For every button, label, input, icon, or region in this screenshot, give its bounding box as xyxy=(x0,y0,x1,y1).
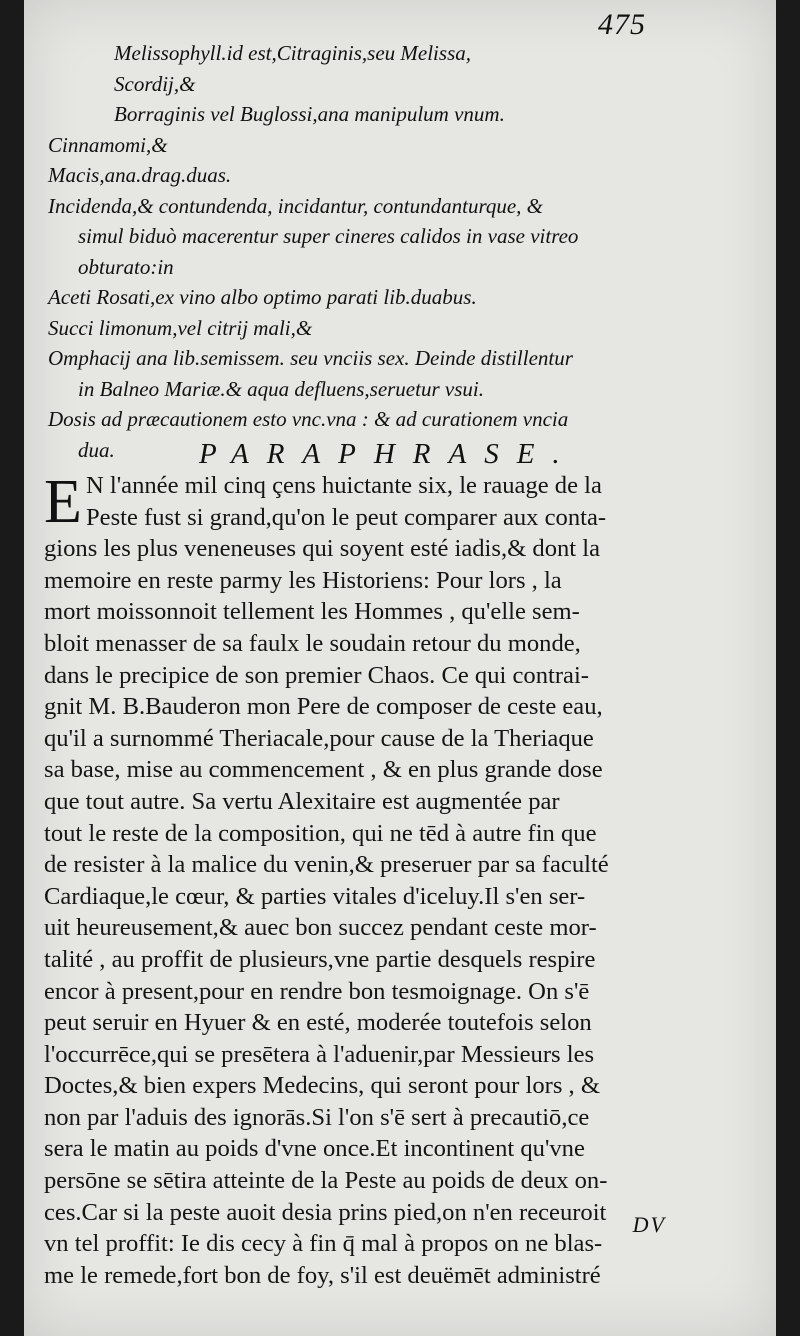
text-line: Doctes,& bien expers Medecins, qui seront pour lors , & xyxy=(44,1072,600,1100)
drop-cap: E xyxy=(44,468,82,536)
recipe-list xyxy=(48,38,688,465)
text-line: que tout autre. Sa vertu Alexitaire est augmentée par xyxy=(44,787,560,815)
recipe-line: Omphacij ana lib.semissem. seu vnciis sex. Deinde distillentur xyxy=(48,346,573,370)
recipe-line: Scordij,& xyxy=(114,71,196,96)
paraphrase-text xyxy=(44,470,654,1291)
recipe-line: Succi limonum,vel citrij mali,& xyxy=(48,315,313,340)
text-line: gnit M. B.Bauderon mon Pere de composer de ceste eau, xyxy=(44,693,603,721)
recipe-line: Borraginis vel Buglossi,ana manipulum vnum. xyxy=(114,102,505,126)
text-line: Cardiaque,le cœur, & parties vitales d'iceluy.Il s'en ser- xyxy=(44,882,586,910)
recipe-line: in Balneo Mariæ.& aqua defluens,seruetur vsui. xyxy=(78,376,484,401)
text-line: non par l'aduis des ignorās.Si l'on s'ē sert à precautiō,ce xyxy=(44,1103,590,1131)
recipe-line: Aceti Rosati,ex vino albo optimo parati lib.duabus. xyxy=(48,285,477,309)
text-line: mort moissonnoit tellement les Hommes , qu'elle sem- xyxy=(44,598,580,626)
text-line: persōne se sētira atteinte de la Peste au poids de deux on- xyxy=(44,1167,608,1195)
page-number: 475 xyxy=(598,8,646,41)
text-line: tout le reste de la composition, qui ne tēd à autre fin que xyxy=(44,819,597,847)
recipe-line: Melissophyll.id est,Citraginis,seu Melissa, xyxy=(114,41,471,65)
text-line: gions les plus veneneuses qui soyent esté iadis,& dont la xyxy=(44,535,601,563)
recipe-line: dua. xyxy=(78,437,115,462)
recipe-line: Incidenda,& contundenda, incidantur, contundanturque, & xyxy=(48,193,543,218)
text-line: uit heureusement,& auec bon succez pendant ceste mor- xyxy=(44,914,597,942)
text-line: sera le matin au poids d'vne once.Et incontinent qu'vne xyxy=(44,1135,585,1163)
recipe-line: obturato:in xyxy=(78,254,174,279)
text-line: de resister à la malice du venin,& preseruer par sa faculté xyxy=(44,851,609,879)
text-line: sa base, mise au commencement , & en plus grande dose xyxy=(44,756,603,784)
text-line: ces.Car si la peste auoit desia prins pied,on n'en receuroit xyxy=(44,1198,607,1226)
text-line: N l'année mil cinq çens huictante six, le rauage de la xyxy=(86,472,602,499)
text-line: memoire en reste parmy les Historiens: Pour lors , la xyxy=(44,566,562,594)
text-line: bloit menasser de sa faulx le soudain retour du monde, xyxy=(44,629,581,657)
catchword: DV xyxy=(632,1212,666,1237)
recipe-line: simul biduò macerentur super cineres calidos in vase vitreo xyxy=(78,224,579,248)
text-line: me le remede,fort bon de foy, s'il est deuëmēt administré xyxy=(44,1261,601,1289)
text-line: l'occurrēce,qui se presētera à l'aduenir,par Messieurs les xyxy=(44,1040,595,1068)
text-line: talité , au proffit de plusieurs,vne partie desquels respire xyxy=(44,945,596,973)
recipe-line: Dosis ad præcautionem esto vnc.vna : & ad curationem vncia xyxy=(48,407,569,431)
book-page xyxy=(24,0,776,1336)
text-line: peut seruir en Hyuer & en esté, moderée toutefois selon xyxy=(44,1009,592,1037)
text-line: Peste fust si grand,qu'on le peut comparer aux conta- xyxy=(86,503,607,531)
recipe-line: Cinnamomi,& xyxy=(48,132,168,157)
section-heading: PARAPHRASE. xyxy=(199,438,578,470)
text-line: qu'il a surnommé Theriacale,pour cause de la Theriaque xyxy=(44,724,594,752)
text-line: dans le precipice de son premier Chaos. Ce qui contrai- xyxy=(44,661,589,689)
recipe-line: Macis,ana.drag.duas. xyxy=(48,163,232,187)
text-line: encor à present,pour en rendre bon tesmoignage. On s'ē xyxy=(44,977,590,1005)
text-line: vn tel proffit: Ie dis cecy à fin q̄ mal à propos on ne blas- xyxy=(44,1230,603,1258)
